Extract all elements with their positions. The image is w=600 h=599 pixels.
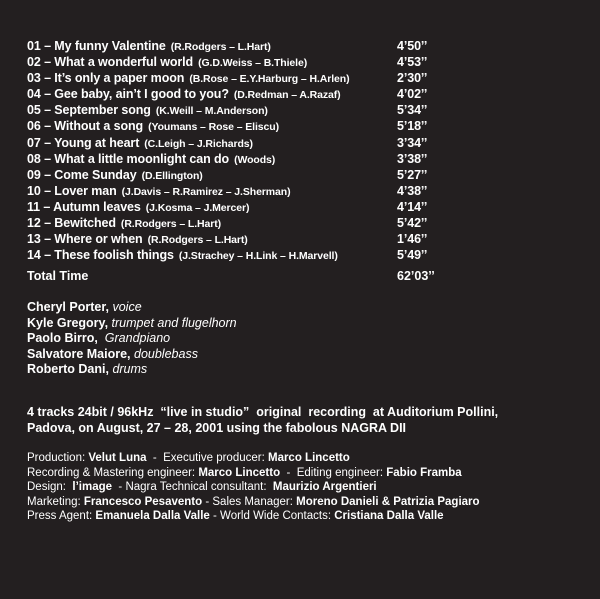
credit-value: Emanuela Dalla Valle xyxy=(95,510,210,523)
credit-key: Design: xyxy=(27,481,73,494)
track-row xyxy=(27,183,587,199)
track-composer: (J.Strachey – H.Link – H.Marvell) xyxy=(178,250,338,263)
musician-role: Grandpiano xyxy=(104,331,171,345)
track-composer: (R.Rodgers – L.Hart) xyxy=(120,218,222,231)
track-duration: 3’34’’ xyxy=(397,135,428,150)
recording-line-1: 4 tracks 24bit / 96kHz “live in studio” original recording at Auditorium Pollini, xyxy=(27,405,499,419)
track-row xyxy=(27,86,587,102)
credit-key: Marketing: xyxy=(27,495,84,508)
track-duration: 5’42’’ xyxy=(397,216,428,231)
musician-name: Kyle Gregory, xyxy=(27,315,109,330)
track-title: 04 – Gee baby, ain’t I good to you? xyxy=(27,87,229,102)
track-row xyxy=(27,102,587,118)
credit-key: - Nagra Technical consultant: xyxy=(112,481,273,494)
track-title: 10 – Lover man xyxy=(27,183,117,198)
track-composer: (Woods) xyxy=(234,153,276,166)
track-composer: (R.Rodgers – L.Hart) xyxy=(170,41,271,53)
track-title: 07 – Young at heart xyxy=(27,135,140,150)
credit-key: - World Wide Contacts: xyxy=(209,510,335,523)
total-time-label: Total Time xyxy=(27,269,89,283)
total-time-duration: 62’03’’ xyxy=(397,269,435,283)
track-row xyxy=(27,247,587,263)
credit-value: Marco Lincetto xyxy=(267,452,350,464)
track-composer: (R.Rodgers – L.Hart) xyxy=(147,234,248,247)
musician-name: Salvatore Maiore, xyxy=(27,346,131,361)
credit-key: Press Agent: xyxy=(27,510,96,523)
credit-value: Francesco Pesavento xyxy=(83,495,203,508)
track-list xyxy=(27,38,587,263)
track-title: 09 – Come Sunday xyxy=(27,167,137,182)
credit-key: Production: xyxy=(27,452,89,464)
track-title: 13 – Where or when xyxy=(27,232,143,247)
musician-row xyxy=(27,331,237,347)
musician-name: Cheryl Porter, xyxy=(27,300,109,314)
track-duration: 5’34’’ xyxy=(397,103,428,118)
track-duration: 1’46’’ xyxy=(397,232,428,247)
credit-value: Maurizio Argentieri xyxy=(272,481,377,494)
track-duration: 4’02’’ xyxy=(397,87,428,102)
track-title: 14 – These foolish things xyxy=(27,248,174,263)
credits-block xyxy=(27,451,597,524)
credit-value: Moreno Danieli & Patrizia Pagiaro xyxy=(296,495,480,508)
track-row xyxy=(27,70,587,86)
credit-value: Velut Luna xyxy=(88,452,147,464)
track-composer: (Youmans – Rose – Eliscu) xyxy=(148,121,279,134)
track-title: 05 – September song xyxy=(27,103,151,118)
track-title: 06 – Without a song xyxy=(27,119,144,134)
track-row xyxy=(27,135,587,151)
musician-role: trumpet and flugelhorn xyxy=(111,315,237,330)
credit-line xyxy=(27,451,597,466)
track-duration: 5’18’’ xyxy=(397,119,428,134)
recording-info xyxy=(27,404,592,436)
musician-role: doublebass xyxy=(134,346,198,361)
credit-key: Recording & Mastering engineer: xyxy=(27,466,199,479)
track-row xyxy=(27,199,587,215)
total-time-row xyxy=(27,268,587,284)
musician-row xyxy=(27,300,237,316)
musician-role: voice xyxy=(112,300,142,314)
track-row xyxy=(27,54,587,70)
musician-row xyxy=(27,362,237,378)
track-duration: 2’30’’ xyxy=(397,71,428,86)
credit-line xyxy=(27,466,597,481)
track-composer: (D.Redman – A.Razaf) xyxy=(233,89,341,102)
track-composer: (B.Rose – E.Y.Harburg – H.Arlen) xyxy=(189,73,350,86)
track-duration: 4’14’’ xyxy=(397,199,428,214)
credit-value: Marco Lincetto xyxy=(198,466,281,479)
credit-value: Cristiana Dalla Valle xyxy=(334,510,444,523)
musician-row xyxy=(27,316,237,332)
track-row xyxy=(27,151,587,167)
track-row xyxy=(27,215,587,231)
musician-name: Paolo Birro, xyxy=(27,331,98,345)
track-row xyxy=(27,167,587,183)
credit-value: Fabio Framba xyxy=(386,466,462,479)
credit-key: - Executive producer: xyxy=(146,452,268,464)
track-title: 02 – What a wonderful world xyxy=(27,55,194,70)
recording-line-2: Padova, on August, 27 – 28, 2001 using the fabolous NAGRA DII xyxy=(27,421,407,435)
credit-value: l’image xyxy=(72,481,113,494)
track-row xyxy=(27,118,587,134)
musician-list xyxy=(27,300,237,378)
track-title: 03 – It’s only a paper moon xyxy=(27,71,185,86)
track-title: 08 – What a little moonlight can do xyxy=(27,151,230,166)
track-duration: 5’49’’ xyxy=(397,248,428,263)
track-title: 11 – Autumn leaves xyxy=(27,199,141,214)
track-composer: (J.Kosma – J.Mercer) xyxy=(145,201,250,214)
track-duration: 4’53’’ xyxy=(397,55,428,70)
track-duration: 3’38’’ xyxy=(397,151,428,166)
track-row xyxy=(27,231,587,247)
track-composer: (K.Weill – M.Anderson) xyxy=(155,105,268,118)
track-row xyxy=(27,38,587,54)
musician-name: Roberto Dani, xyxy=(27,362,109,376)
track-composer: (G.D.Weiss – B.Thiele) xyxy=(198,57,308,70)
track-composer: (J.Davis – R.Ramirez – J.Sherman) xyxy=(121,185,291,198)
credit-line xyxy=(27,509,597,524)
credit-key: - Sales Manager: xyxy=(202,495,297,508)
track-duration: 5’27’’ xyxy=(397,167,428,182)
credit-key: - Editing engineer: xyxy=(280,466,387,479)
track-composer: (D.Ellington) xyxy=(141,169,203,182)
musician-row xyxy=(27,347,237,363)
track-duration: 4’38’’ xyxy=(397,183,428,198)
track-composer: (C.Leigh – J.Richards) xyxy=(144,137,253,150)
credit-line xyxy=(27,495,597,510)
track-title: 01 – My funny Valentine xyxy=(27,39,166,53)
musician-role: drums xyxy=(112,362,148,376)
track-title: 12 – Bewitched xyxy=(27,216,116,231)
track-duration: 4’50’’ xyxy=(397,39,428,53)
credit-line xyxy=(27,480,597,495)
